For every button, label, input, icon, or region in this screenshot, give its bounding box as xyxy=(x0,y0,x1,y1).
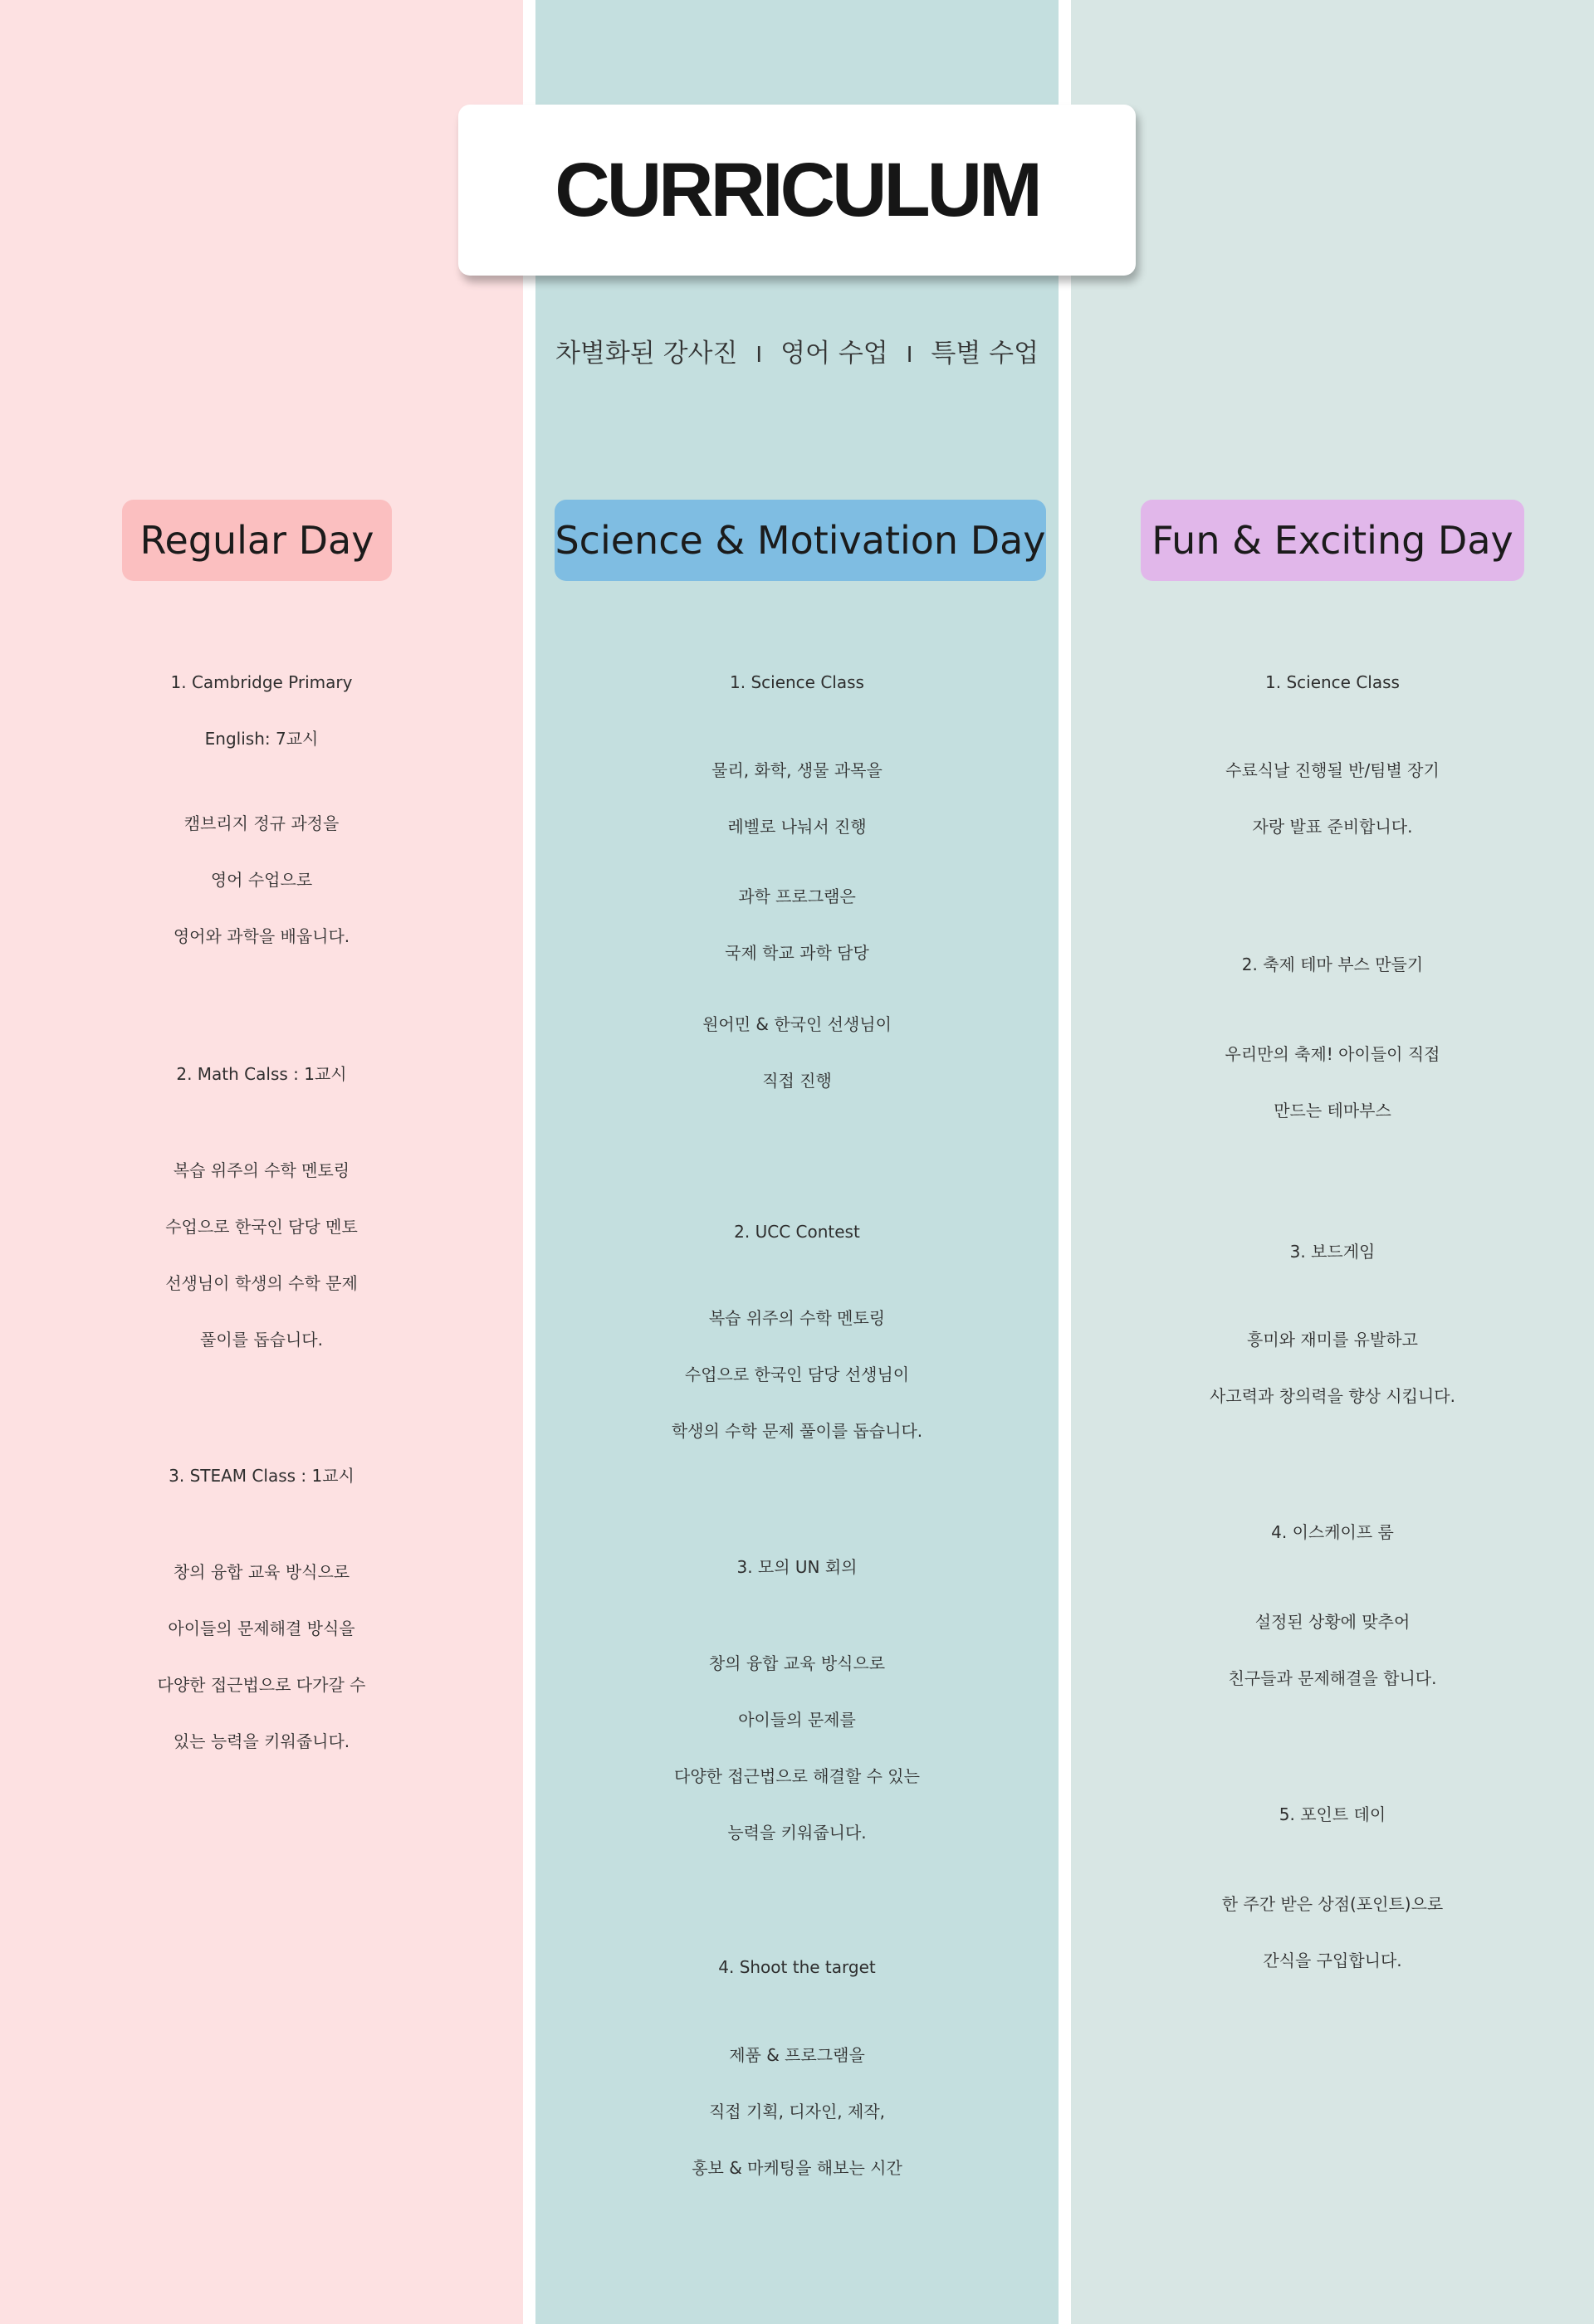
page-title: CURRICULUM xyxy=(555,147,1039,232)
regular-item-1-desc: 캠브리지 정규 과정을 영어 수업으로 영어와 과학을 배웁니다. xyxy=(173,813,350,946)
subtitle-separator: I xyxy=(755,343,763,368)
science-item-3-heading: 3. 모의 UN 회의 xyxy=(736,1557,858,1577)
header-subtitle xyxy=(535,332,1059,369)
subtitle-separator: I xyxy=(906,343,913,368)
science-item-1-desc: 물리, 화학, 생물 과목을 레벨로 나눠서 진행 xyxy=(711,760,883,837)
science-item-3-desc: 창의 융합 교육 방식으로 아이들의 문제를 다양한 접근법으로 해결할 수 있는 능력을 키워줍니다. xyxy=(674,1653,920,1843)
science-item-1-heading: 1. Science Class xyxy=(730,672,864,692)
regular-item-2-desc: 복습 위주의 수학 멘토링 수업으로 한국인 담당 멘토 선생님이 학생의 수학 문제 풀이를 돕습니다. xyxy=(165,1160,358,1350)
subtitle-item: 차별화된 강사진 xyxy=(555,339,738,369)
fun-item-3-desc: 흥미와 재미를 유발하고 사고력과 창의력을 향상 시킵니다. xyxy=(1210,1330,1455,1406)
fun-item-2-heading: 2. 축제 테마 부스 만들기 xyxy=(1241,954,1424,974)
science-item-4-desc: 제품 & 프로그램을 직접 기획, 디자인, 제작, 홍보 & 마케팅을 해보는 시간 xyxy=(692,2045,902,2178)
science-item-2-desc: 복습 위주의 수학 멘토링 수업으로 한국인 담당 선생님이 학생의 수학 문제 풀이를 돕습니다. xyxy=(671,1308,923,1441)
fun-item-3-heading: 3. 보드게임 xyxy=(1289,1242,1376,1262)
regular-item-2-heading: 2. Math Calss : 1교시 xyxy=(176,1064,347,1084)
fun-item-1-heading: 1. Science Class xyxy=(1265,672,1400,692)
fun-item-5-desc: 한 주간 받은 상점(포인트)으로 간식을 구입합니다. xyxy=(1221,1894,1444,1970)
science-item-4-heading: 4. Shoot the target xyxy=(718,1957,876,1977)
fun-item-4-heading: 4. 이스케이프 룸 xyxy=(1271,1522,1394,1542)
subtitle-item: 특별 수업 xyxy=(931,339,1039,369)
science-item-1-desc-2: 과학 프로그램은 국제 학교 과학 담당 xyxy=(725,886,869,963)
regular-item-3-heading: 3. STEAM Class : 1교시 xyxy=(169,1466,354,1486)
fun-item-5-heading: 5. 포인트 데이 xyxy=(1279,1804,1386,1824)
science-item-1-desc-3: 원어민 & 한국인 선생님이 직접 진행 xyxy=(702,1014,892,1091)
fun-item-2-desc: 우리만의 축제! 아이들이 직접 만드는 테마부스 xyxy=(1225,1044,1440,1120)
fun-item-1-desc: 수료식날 진행될 반/팀별 장기 자랑 발표 준비합니다. xyxy=(1225,760,1440,837)
science-motivation-day-pill: Science & Motivation Day xyxy=(555,500,1046,581)
science-item-2-heading: 2. UCC Contest xyxy=(734,1222,860,1242)
fun-item-4-desc: 설정된 상황에 맞추어 친구들과 문제해결을 합니다. xyxy=(1228,1612,1437,1688)
regular-item-3-desc: 창의 융합 교육 방식으로 아이들의 문제해결 방식을 다양한 접근법으로 다가갈 수 있는 능력을 키워줍니다. xyxy=(157,1562,366,1751)
regular-day-pill: Regular Day xyxy=(122,500,392,581)
header-card xyxy=(458,105,1136,276)
regular-item-1-heading: 1. Cambridge Primary English: 7교시 xyxy=(170,672,353,749)
fun-exciting-day-pill: Fun & Exciting Day xyxy=(1141,500,1524,581)
subtitle-item: 영어 수업 xyxy=(780,339,888,369)
